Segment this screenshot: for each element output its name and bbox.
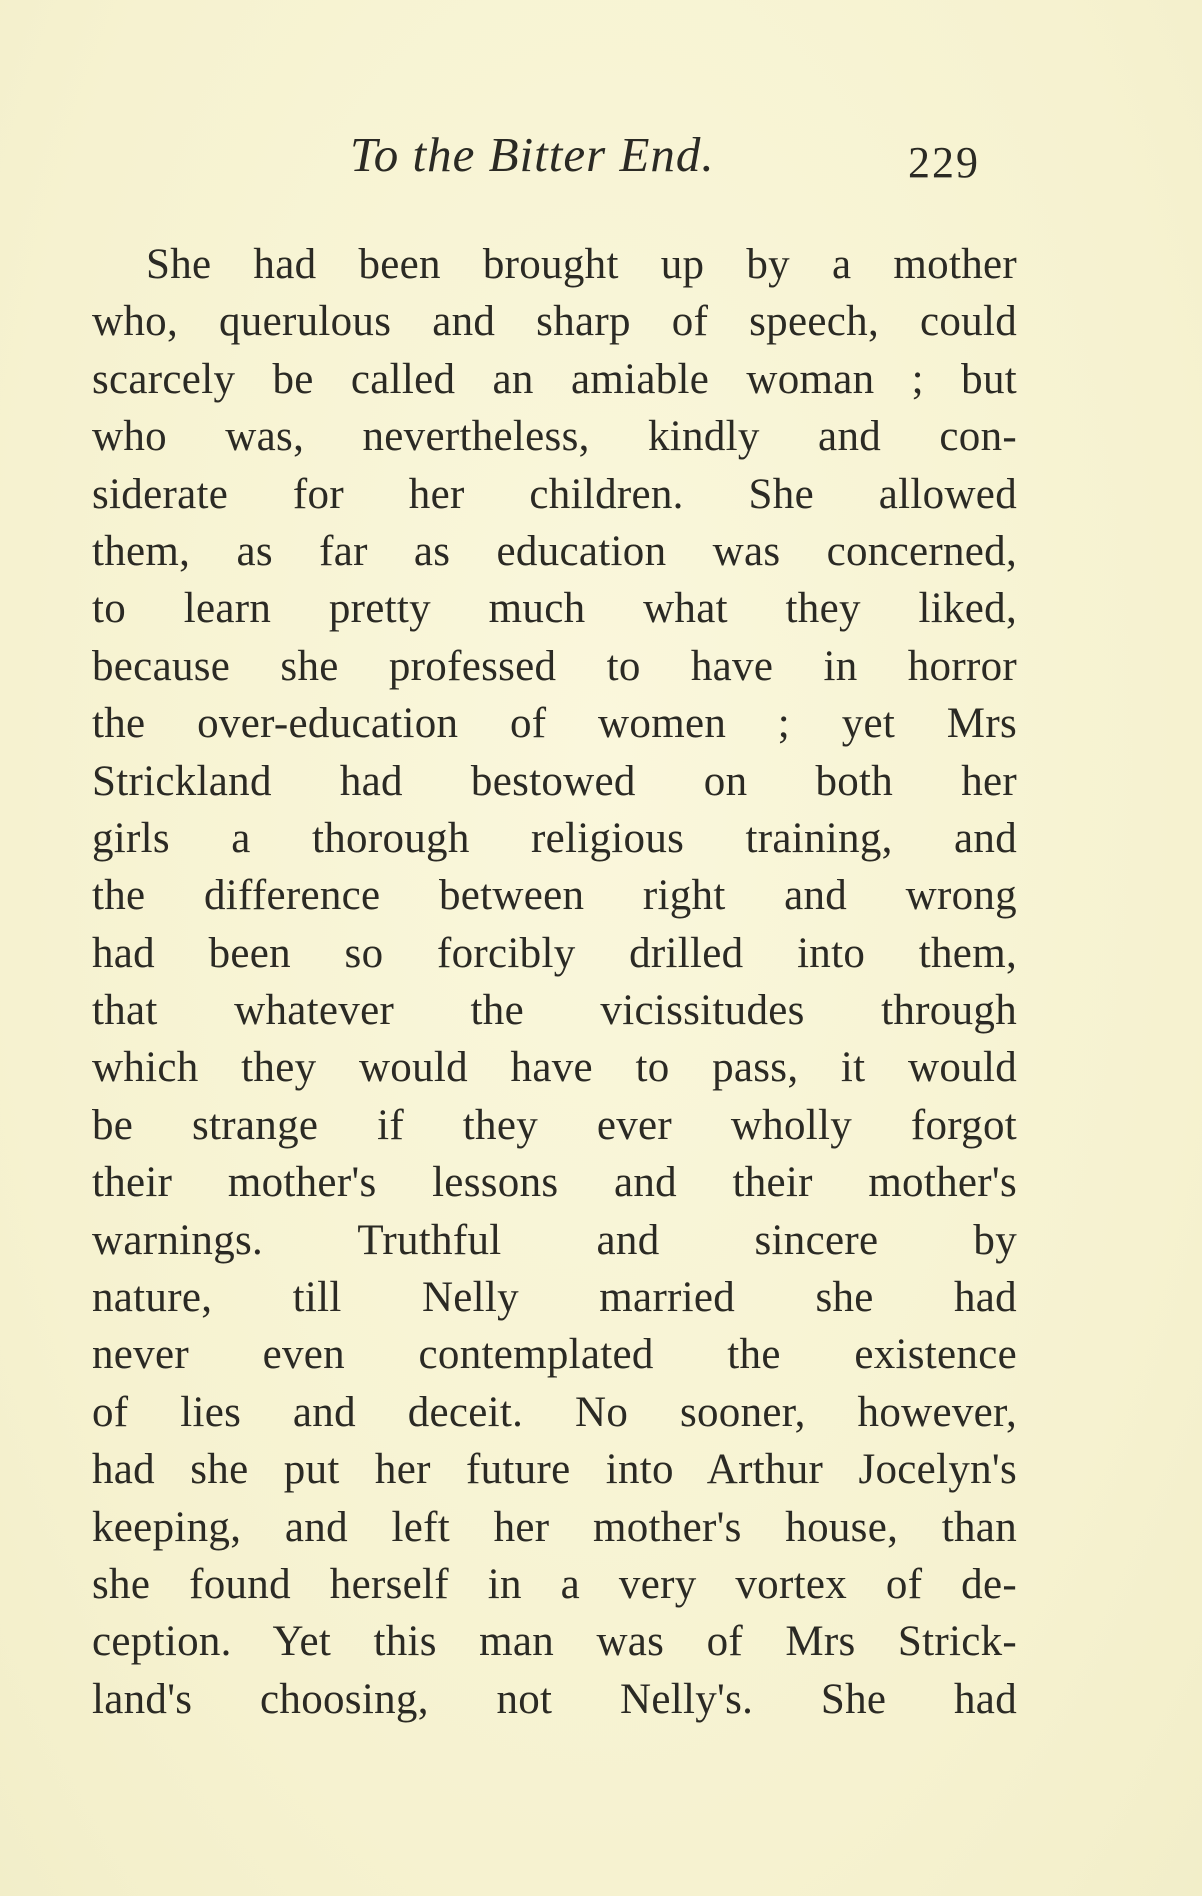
text-line: who, querulous and sharp of speech, could <box>92 298 1017 346</box>
text-line: their mother's lessons and their mother's <box>92 1159 1017 1207</box>
text-line: nature, till Nelly married she had <box>92 1274 1017 1322</box>
text-line: which they would have to pass, it would <box>92 1044 1017 1092</box>
running-title: To the Bitter End. <box>350 127 715 182</box>
text-line: that whatever the vicissitudes through <box>92 987 1017 1035</box>
text-line: girls a thorough religious training, and <box>92 814 1017 862</box>
text-line: had been so forcibly drilled into them, <box>92 929 1017 977</box>
text-line: land's choosing, not Nelly's. She had <box>92 1675 1017 1723</box>
text-line: them, as far as education was concerned, <box>92 527 1017 575</box>
text-line: She had been brought up by a mother <box>146 241 1017 288</box>
body-text <box>92 236 1017 1728</box>
text-line: keeping, and left her mother's house, than <box>92 1503 1017 1551</box>
text-line: ception. Yet this man was of Mrs Strick- <box>92 1618 1017 1666</box>
text-line: never even contemplated the existence <box>92 1331 1017 1379</box>
text-line: the over-education of women ; yet Mrs <box>92 700 1017 748</box>
text-line: be strange if they ever wholly forgot <box>92 1101 1017 1149</box>
text-line: who was, nevertheless, kindly and con- <box>92 413 1017 461</box>
text-line: to learn pretty much what they liked, <box>92 585 1017 633</box>
text-line: the difference between right and wrong <box>92 872 1017 920</box>
text-line: warnings. Truthful and sincere by <box>92 1216 1017 1264</box>
text-line: of lies and deceit. No sooner, however, <box>92 1388 1017 1436</box>
page-number: 229 <box>908 138 980 187</box>
text-line: scarcely be called an amiable woman ; but <box>92 355 1017 403</box>
running-head <box>0 125 1202 195</box>
text-line: she found herself in a very vortex of de- <box>92 1560 1017 1608</box>
text-line: had she put her future into Arthur Jocelyn's <box>92 1446 1017 1494</box>
text-line: Strickland had bestowed on both her <box>92 757 1017 805</box>
text-line: because she professed to have in horror <box>92 642 1017 690</box>
text-line: siderate for her children. She allowed <box>92 470 1017 518</box>
